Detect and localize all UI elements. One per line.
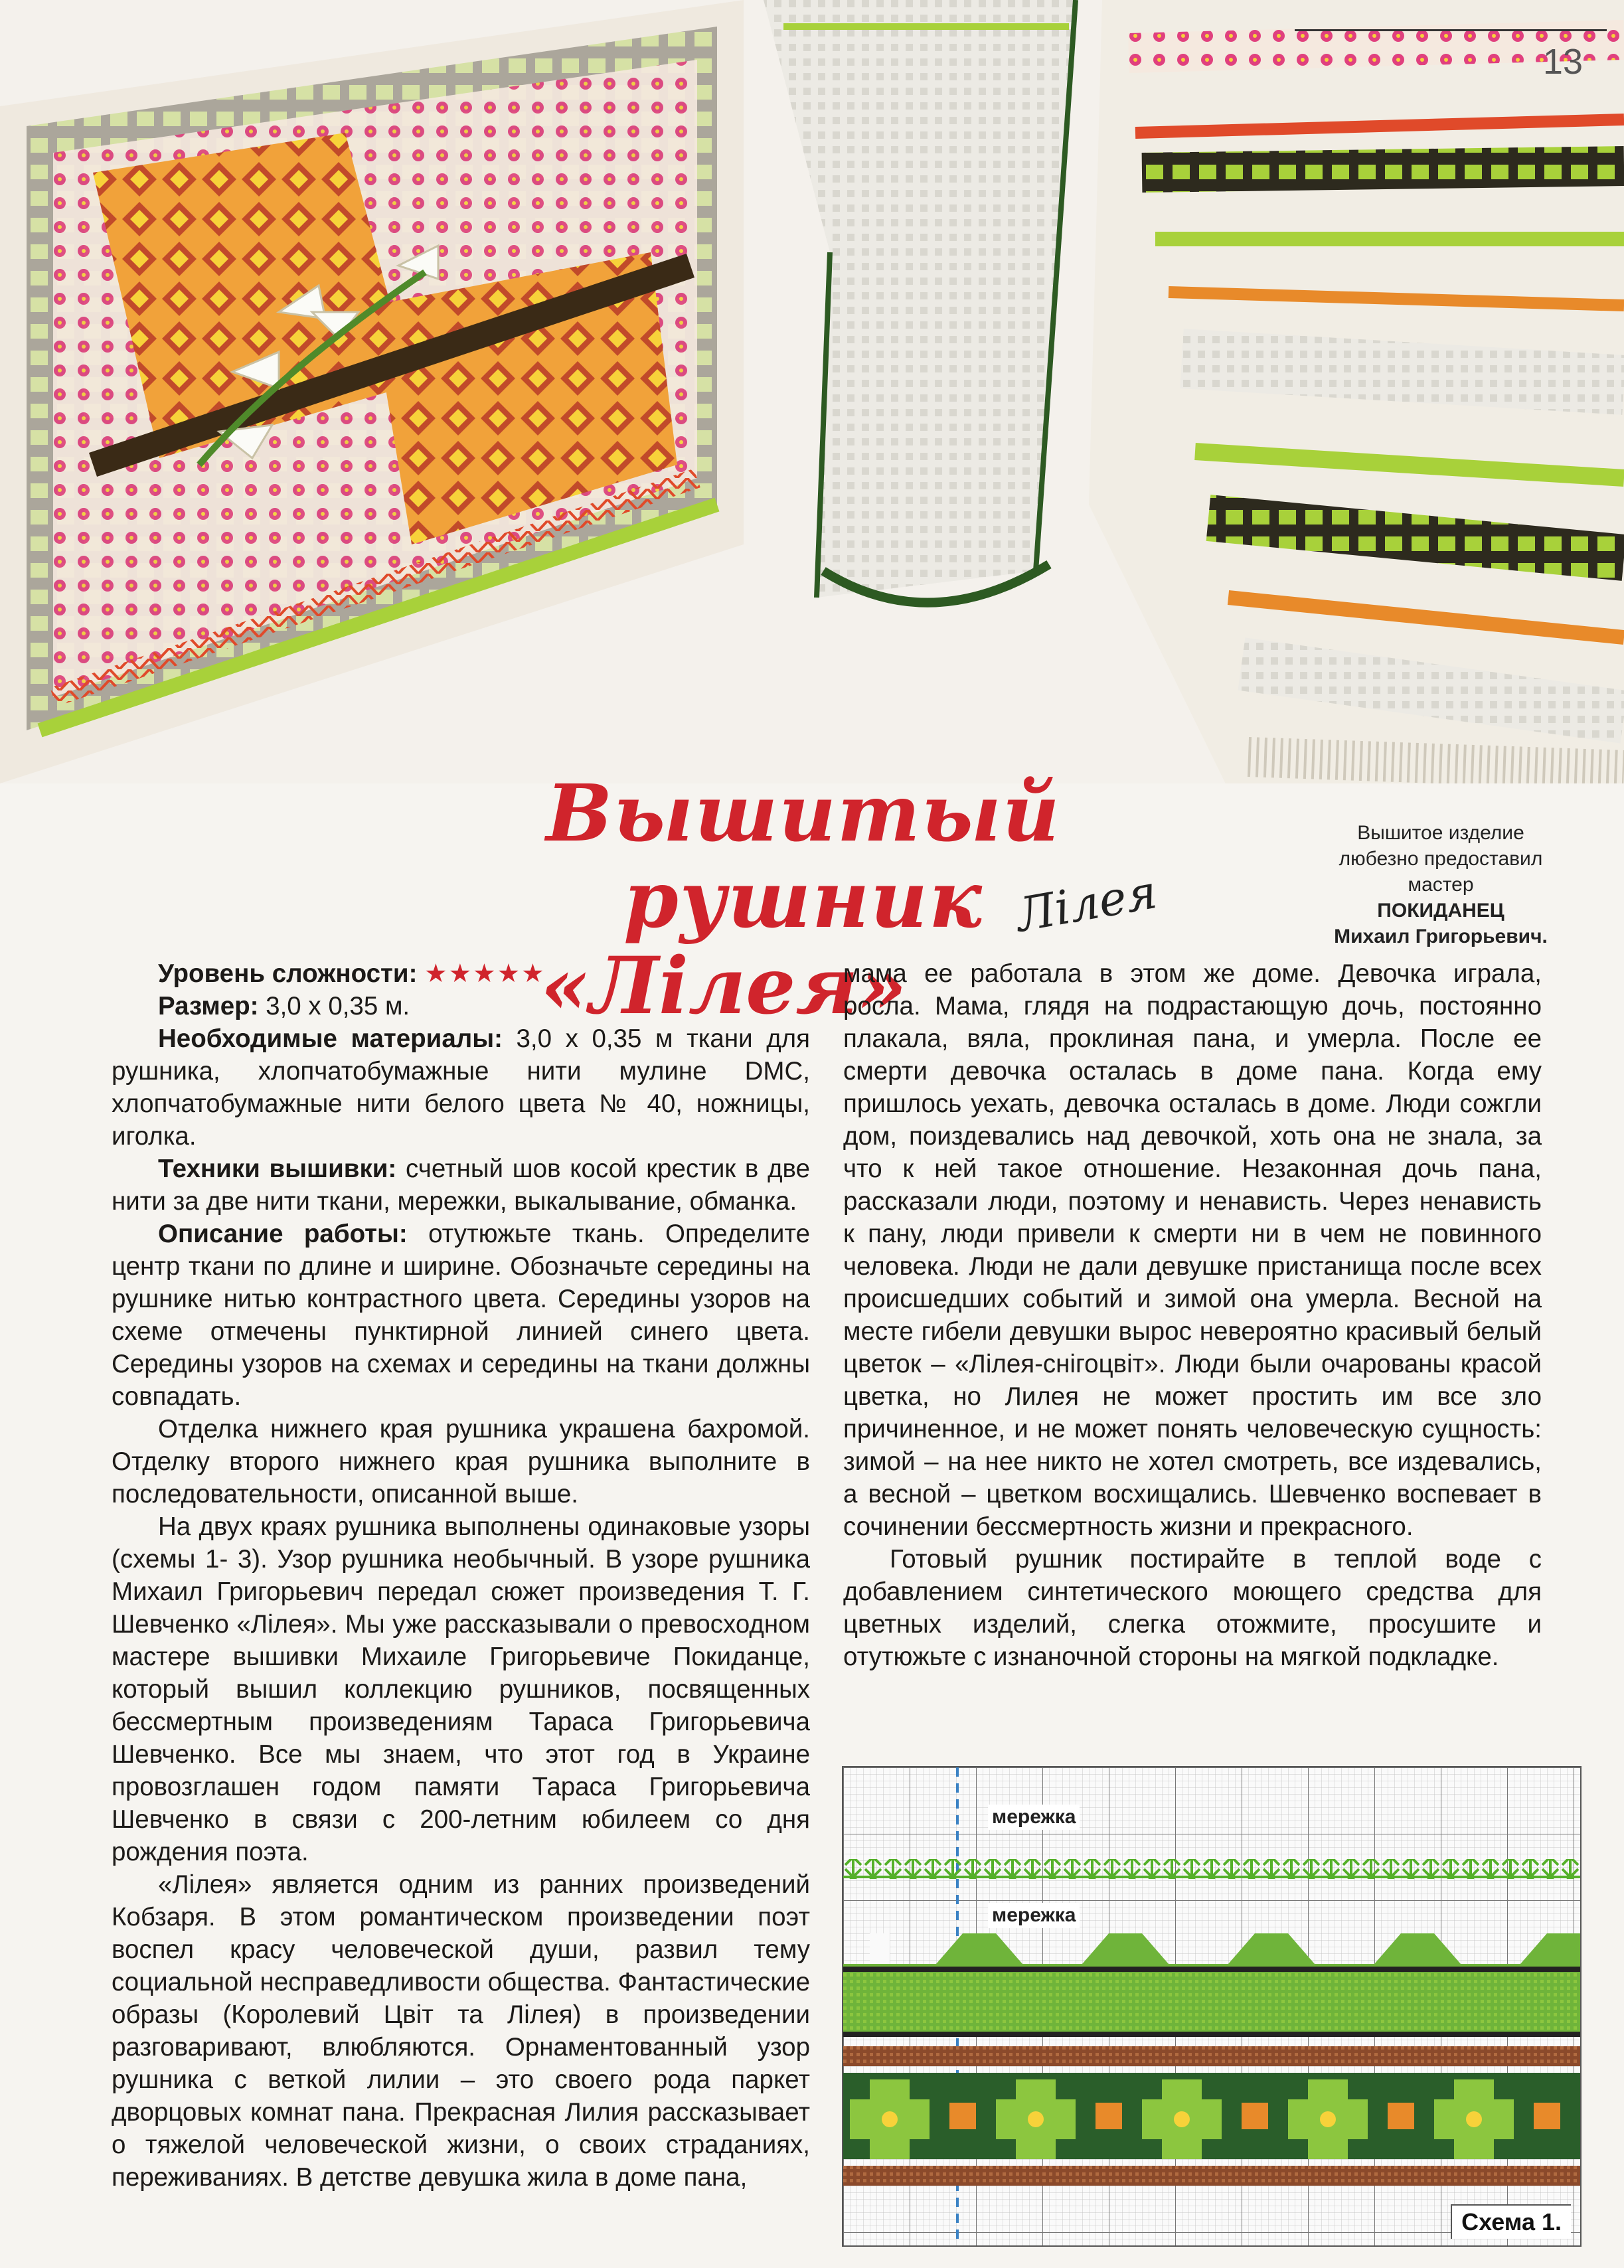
description-line [112, 1218, 810, 1413]
difficulty-line [112, 957, 810, 990]
techniques-label: Техники вышивки: [158, 1155, 397, 1183]
description-value: отутюжьте ткань. Определите центр ткани по длине и ширине. Обозначьте середины на рушнике нитью контрастного цвета. Середины узоров на схеме отмечены пунктирной линией синего цвета. Середины узоров на схемах и середины на ткани должны совпадать. [112, 1220, 810, 1411]
paragraph: «Лілея» является одним из ранних произведений Кобзаря. В этом романтическом произведении поэт воспел красу человеческой души, развил тему социальной несправедливости общества. Фантастические образы (Королевий Цвіт та Лілея) в произведении разговаривают, влюбляются. Орнаментованный узор рушника с веткой лилии – это своего рода паркет дворцовых комнат пана. Прекрасная Лилия рассказывает о тяжелой человеческой жизни, о своих страданиях, переживаниях. В детстве девушка жила в доме пана, [112, 1870, 810, 2192]
credit-line-2: любезно предоставил [1339, 848, 1543, 870]
mereжka-label-1: мережка [988, 1805, 1080, 1830]
page-rule [1295, 29, 1607, 31]
credit-line-3: мастер [1408, 874, 1474, 896]
credit-name-2: Михаил Григорьевич. [1334, 926, 1548, 947]
page-number: 13 [1542, 42, 1583, 82]
paragraph: мама ее работала в этом же доме. Девочка играла, росла. Мама, глядя на подрастающую дочь, постоянно плакала, вяла, проклиная пана, и умерла. После ее смерти девочка осталась в доме пана. Когда ему пришлось уехать, девочка осталась в доме. Люди сожгли дом, поиздевались над девочкой, хоть она не знала, за что к ней такое отношение. Незаконная дочь пана, рассказали люди, поэтому и ненависть. Через ненависть к пану, люди привели к смерти ни в чем не повинного человека. Люди не дали девушке пристанища после всех происшедших событий и зимой она умерла. Весной на месте гибели девушки вырос невероятно красивый белый цветок – «Лілея-снігоцвіт». Люди были очарованы красой цветка, но Лилея не может простить им все зло причиненное, и не может понять человеческую сущность: зимой – на нее никто не хотел смотреть, все издевались, а весной – цветком восхищались. Шевченко воспевает в сочинении бессмертность жизни и прекрасного. [843, 959, 1542, 1541]
materials-label: Необходимые материалы: [158, 1024, 503, 1053]
title-line-1: Вышитый рушник [546, 767, 1061, 945]
size-value: 3,0 x 0,35 м. [258, 992, 410, 1020]
photo-credit [1301, 820, 1580, 949]
difficulty-label: Уровень сложности: [158, 959, 418, 988]
hero-photo [0, 0, 1624, 850]
signature: Лілея [1012, 864, 1161, 943]
techniques-value: счетный шов косой крестик в две нити за две нити ткани, мережки, выкалывание, обманка. [112, 1155, 810, 1216]
size-line [112, 990, 810, 1022]
credit-line-1: Вышитое изделие [1357, 822, 1524, 844]
embroidered-towels-photo [0, 0, 1624, 850]
materials-value: 3,0 х 0,35 м ткани для рушника, хлопчатобумажные нити мулине DMC, хлопчатобумажные нити белого цвета № 40, ножницы, иголка. [112, 1024, 810, 1151]
scheme-label: Схема 1. [1451, 2204, 1571, 2239]
paragraph: Готовый рушник постирайте в теплой воде с добавлением синтетического моющего средства для цветных изделий, слегка отожмите, просушите и отутюжьте с изнаночной стороны на мягкой подкладке. [843, 1545, 1542, 1671]
motif-row [843, 2073, 1580, 2159]
text-column-left [112, 957, 810, 2194]
title-line-2: «Лілея» [540, 939, 908, 1032]
text-column-right [843, 957, 1542, 1673]
paragraph: На двух краях рушника выполнены одинаковые узоры (схемы 1- 3). Узор рушника необычный. В узоре рушника Михаил Григорьевич передал сюжет произведения Т. Г. Шевченко «Лілея». Мы уже рассказывали о превосходном мастере вышивки Михаиле Григорьевиче Покиданце, который вышил коллекцию рушников, посвященных бессмертным произведениям Тараса Григорьевича Шевченко. Все мы знаем, что этот год в Украине провозглашен годом памяти Тараса Григорьевича Шевченко в связи с 200-летним юбилеем со дня рождения поэта. [112, 1512, 810, 1866]
scheme-grid [843, 1767, 1580, 2245]
description-label: Описание работы: [158, 1220, 408, 1248]
size-label: Размер: [158, 992, 259, 1020]
embroidery-scheme [842, 1766, 1582, 2247]
difficulty-stars: ★★★★★ [424, 959, 546, 988]
mereжka-label-2: мережка [988, 1903, 1080, 1928]
techniques-line [112, 1153, 810, 1218]
paragraph: Отделка нижнего края рушника украшена бахромой. Отделку второго нижнего края рушника выполните в последовательности, описанной выше. [112, 1415, 810, 1508]
credit-name-1: ПОКИДАНЕЦ [1377, 900, 1504, 922]
materials-line [112, 1022, 810, 1153]
